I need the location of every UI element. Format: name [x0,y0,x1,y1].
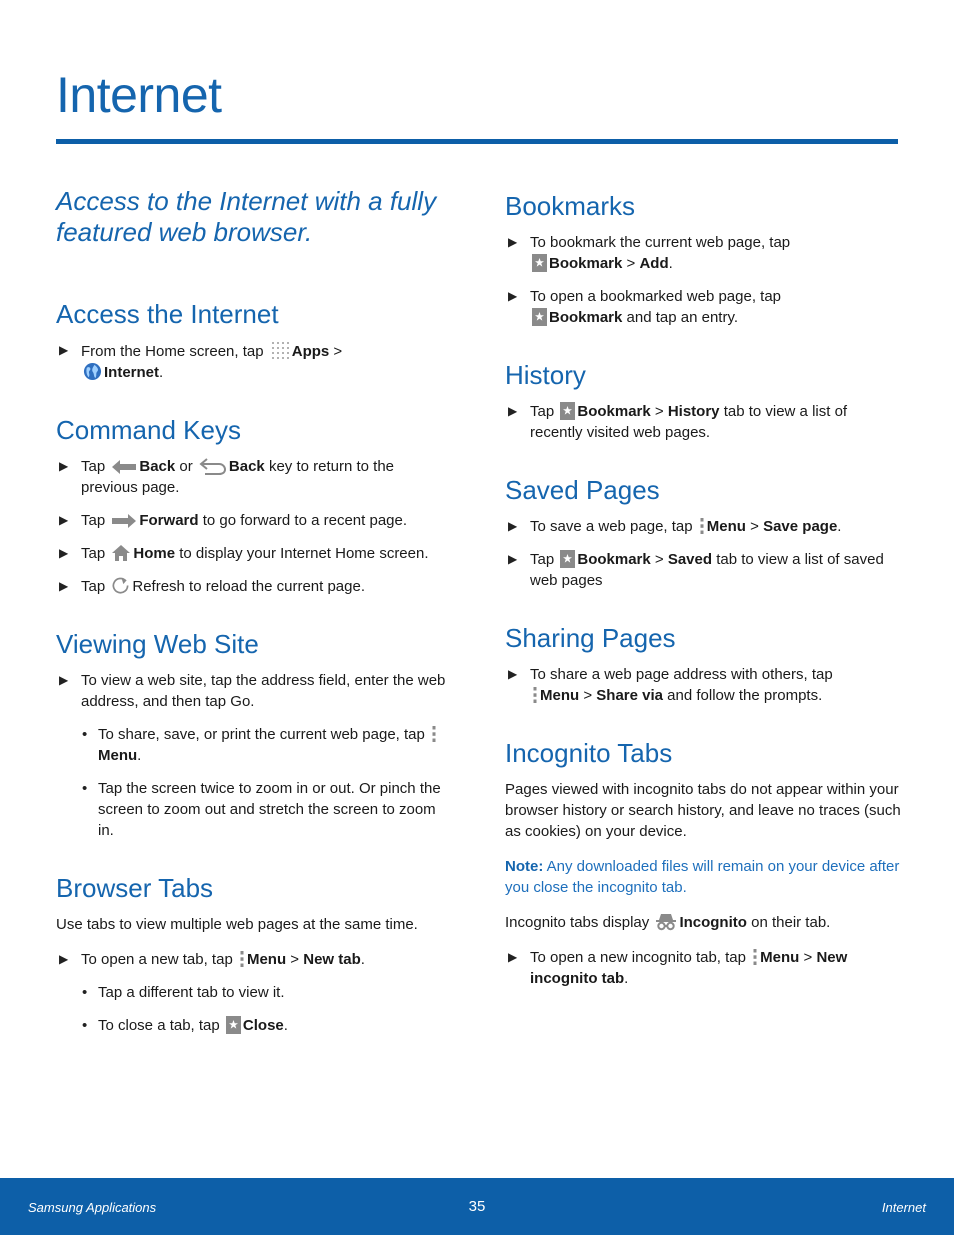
incognito-note: Note: Any downloaded files will remain on your device after you close the incognito tab. [505,858,900,896]
back-arrow-icon [111,459,137,475]
heading-history: History [505,360,586,390]
bullet-refresh: ▶ Tap Refresh to reload the current page. [56,576,448,597]
bullet-save-page: ▶ To save a web page, tap Menu > Save page. [505,516,901,537]
bullet-add-bookmark: ▶ To bookmark the current web page, tap Bookmark > Add. [505,232,901,274]
home-icon [111,544,131,562]
bullet-forward: ▶ Tap Forward to go forward to a recent page. [56,510,448,531]
section-history [505,359,901,443]
heading-saved-pages: Saved Pages [505,475,660,505]
bookmark-icon [560,402,575,420]
bullet-view-saved: ▶ Tap Bookmark > Saved tab to view a list of saved web pages [505,549,901,591]
left-column [56,186,448,1036]
section-bookmarks [505,190,901,328]
heading-command-keys: Command Keys [56,415,241,445]
refresh-icon [111,576,130,595]
tagline: Access to the Internet with a fully featured web browser. [56,186,437,247]
incognito-intro: Pages viewed with incognito tabs do not appear within your browser history or search history, and leave no traces (such as cookies) on your device. [505,781,901,840]
heading-access-internet: Access the Internet [56,299,279,329]
section-saved-pages [505,474,901,591]
bullet-share-page: ▶ To share a web page address with others, tap Menu > Share via and follow the prompts. [505,664,901,706]
bookmark-icon [532,254,547,272]
heading-sharing-pages: Sharing Pages [505,623,676,653]
more-vertical-icon [699,517,705,535]
subbullet-zoom: • Tap the screen twice to zoom in or out. Or pinch the screen to zoom out and stretch the screen to zoom in. [56,778,448,841]
heading-incognito-tabs: Incognito Tabs [505,738,673,768]
bullet-new-incognito: ▶ To open a new incognito tab, tap Menu > New incognito tab. [505,947,901,989]
section-access-internet [56,298,448,383]
bookmark-icon [560,550,575,568]
heading-browser-tabs: Browser Tabs [56,873,214,903]
title-rule [56,139,898,144]
page-title: Internet [56,67,222,123]
more-vertical-icon [532,686,538,704]
footer-page-number: 35 [468,1198,486,1215]
more-vertical-icon [431,725,437,743]
globe-icon [83,362,102,381]
forward-arrow-icon [111,513,137,529]
bullet-home: ▶ Tap Home to display your Internet Home screen. [56,543,448,564]
bullet-history: ▶ Tap Bookmark > History tab to view a list of recently visited web pages. [505,401,901,443]
section-sharing-pages [505,622,901,706]
bookmark-icon [532,308,547,326]
bullet-access-internet: ▶ From the Home screen, tap Apps > Internet. [56,340,448,383]
footer-chapter-title: Internet [881,1200,926,1215]
page-footer [0,1178,954,1235]
subbullet-switch-tab: • Tap a different tab to view it. [56,982,448,1003]
heading-viewing-web-site: Viewing Web Site [56,629,259,659]
subbullet-share: • To share, save, or print the current web page, tap Menu. [56,724,448,766]
section-incognito-tabs [505,737,901,989]
more-vertical-icon [239,950,245,968]
apps-grid-icon [270,340,290,360]
bullet-open-bookmark: ▶ To open a bookmarked web page, tap Bookmark and tap an entry. [505,286,901,328]
back-key-icon [199,457,227,475]
section-command-keys [56,414,448,597]
footer-section-title: Samsung Applications [28,1200,157,1215]
incognito-icon [655,912,677,931]
bullet-back: ▶ Tap Back or Back key to return to the previous page. [56,456,448,498]
section-browser-tabs [56,872,448,1036]
bullet-new-tab: ▶ To open a new tab, tap Menu > New tab. [56,949,448,970]
subbullet-close-tab: • To close a tab, tap Close. [56,1015,448,1036]
browser-tabs-intro: Use tabs to view multiple web pages at the same time. [56,916,418,933]
bookmark-icon [226,1016,241,1034]
bullet-view-site: ▶ To view a web site, tap the address field, enter the web address, and then tap Go. [56,670,448,712]
heading-bookmarks: Bookmarks [505,191,636,221]
right-column [505,186,901,989]
section-viewing-web-site [56,628,448,841]
more-vertical-icon [752,948,758,966]
incognito-display: Incognito tabs display Incognito on their tab. [505,914,831,931]
